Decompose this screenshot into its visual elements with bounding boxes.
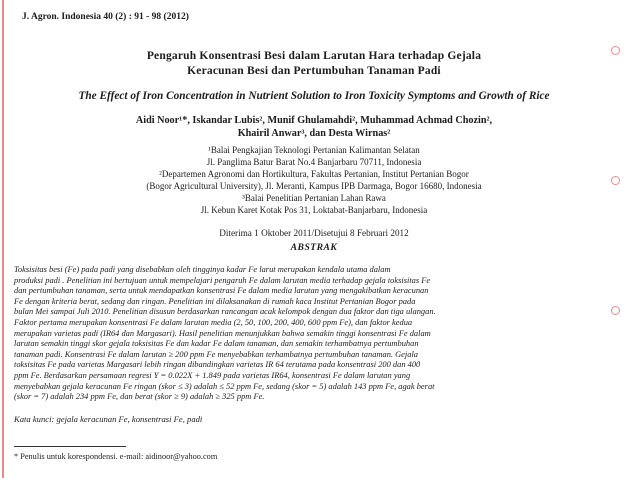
title-indonesian-line-1: Pengaruh Konsentrasi Besi dalam Larutan Hara terhadap Gejala — [146, 50, 482, 62]
abstract-line: toksisitas Fe pada varietas Margasari lebih ringan dibandingkan varietas IR 64 terutama pada konsentrasi 200 dan 400 — [14, 359, 421, 370]
affiliation-line: (Bogor Agricultural University), Jl. Meranti, Kampus IPB Darmaga, Bogor 16680, Indonesia — [146, 181, 482, 191]
abstract-line: (skor = 7) adalah 234 ppm Fe, dan berat (skor ≥ 9) adalah ≥ 325 ppm Fe. — [14, 391, 265, 402]
received-accepted-dates: Diterima 1 Oktober 2011/Disetujui 8 Februari 2012 — [219, 228, 409, 238]
affiliation-line: Jl. Panglima Batur Barat No.4 Banjarbaru 70711, Indonesia — [206, 157, 422, 167]
corresponding-author-footnote: * Penulis untuk korespondensi. e-mail: aidinoor@yahoo.com — [14, 452, 218, 461]
abstract-body — [14, 264, 616, 402]
abstract-line: tanaman padi. Konsentrasi Fe dalam larutan ≥ 200 ppm Fe menyebabkan terhambatnya pertumbuhan tanaman. Gejala — [14, 348, 419, 359]
affiliation-line: Jl. Kebun Karet Kotak Pos 31, Loktabat-Banjarbaru, Indonesia — [200, 205, 428, 215]
abstract-line: ppm Fe. Berdasarkan persamaan regresi Y = 0.022X + 1.849 pada varietas IR64, konsentrasi Fe dalam larutan yang — [14, 369, 411, 380]
affiliation-line: ¹Balai Pengkajian Teknologi Pertanian Kalimantan Selatan — [208, 145, 420, 155]
footnote-divider — [14, 446, 126, 447]
title-indonesian-line-2: Keracunan Besi dan Pertumbuhan Tanaman Padi — [187, 65, 441, 77]
keywords: Kata kunci: gejala keracunan Fe, konsentrasi Fe, padi — [14, 414, 203, 424]
affiliation-line: ³Balai Penelitian Pertanian Lahan Rawa — [242, 193, 386, 203]
authors-line-2: Khairil Anwar³, dan Desta Wirnas² — [237, 128, 391, 139]
abstract-line: produksi padi . Penelitian ini bertujuan untuk mempelajari pengaruh Fe dalam larutan media terhadap gejala toksisitas Fe — [14, 274, 431, 285]
authors-line-1: Aidi Noor¹*, Iskandar Lubis², Munif Ghulamahdi², Muhammad Achmad Chozin², — [135, 115, 493, 126]
abstract-line: Fe dengan kriteria berat, sedang dan ringan. Penelitian ini dilaksanakan di rumah kaca Institut Pertanian Bogor pada — [14, 295, 416, 306]
abstract-line: bulan Mei sampai Juli 2010. Penelitian disusun berdasarkan rancangan acak kelompok dengan dua faktor dan tiga ulangan. — [14, 306, 436, 317]
abstract-line: larutan semakin tinggi skor gejala toksisitas Fe dan kadar Fe dalam tanaman, dan semakin terhambatnya pertumbuhan — [14, 338, 419, 349]
paper-page — [14, 6, 614, 474]
abstract-line: menyebabkan gejala keracunan Fe ringan (skor ≤ 3) adalah ≤ 52 ppm Fe, sedang (skor = 5) adalah 143 ppm Fe, agak berat — [14, 380, 435, 391]
affiliation-line: ²Departemen Agronomi dan Hortikultura, Fakultas Pertanian, Institut Pertanian Bogor — [159, 169, 469, 179]
abstract-line: Faktor pertama merupakan konsentrasi Fe dalam larutan media (2, 50, 100, 200, 400, 600 ppm Fe), dan faktor kedua — [14, 316, 413, 327]
abstract-line: merupakan varietas padi (IR64 dan Margasari). Hasil penelitian menunjukkan bahwa semakin tinggi konsentrasi Fe dalam — [14, 327, 431, 338]
abstract-line: Toksisitas besi (Fe) pada padi yang disebabkan oleh tingginya kadar Fe larut merupakan kendala utama dalam — [14, 264, 391, 274]
abstract-line: dan pertumbuhan tanaman, serta untuk mendapatkan konsentrasi Fe dalam media larutan yang mengakibatkan keracunan — [14, 285, 429, 296]
left-accent-stripe — [2, 0, 4, 478]
abstract-heading: ABSTRAK — [290, 242, 338, 253]
title-english: The Effect of Iron Concentration in Nutrient Solution to Iron Toxicity Symptoms and Growth of Rice — [78, 90, 550, 102]
journal-citation: J. Agron. Indonesia 40 (2) : 91 - 98 (2012) — [22, 12, 189, 22]
